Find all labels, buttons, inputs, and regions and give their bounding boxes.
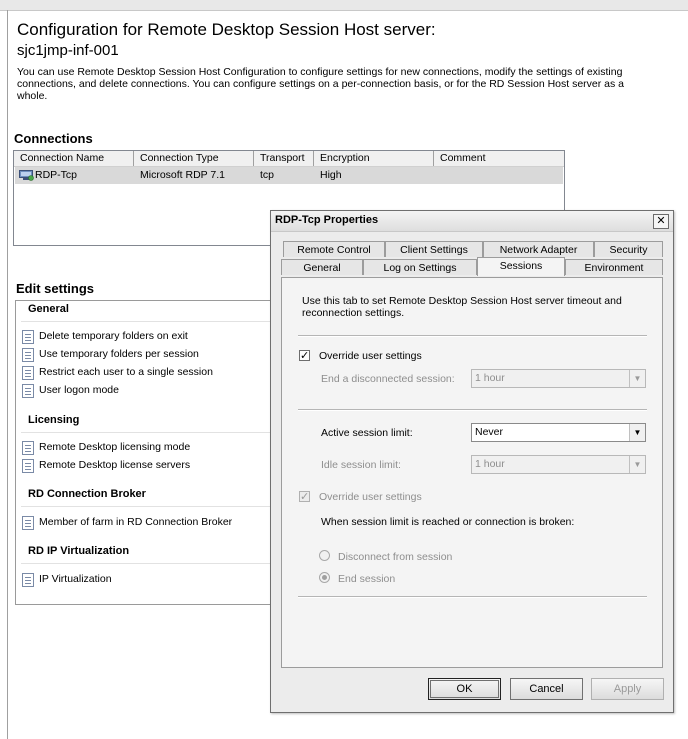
sessions-tab-panel — [281, 277, 663, 668]
setting-label: Use temporary folders per session — [39, 348, 199, 360]
setting-delete-temp-folders[interactable] — [22, 328, 188, 344]
column-header-connection-name[interactable]: Connection Name — [14, 151, 134, 166]
table-row[interactable] — [15, 167, 563, 184]
disconnect-from-session-label: Disconnect from session — [338, 551, 453, 563]
disconnect-from-session-radio[interactable] — [319, 550, 330, 561]
ok-button[interactable]: OK — [428, 678, 501, 700]
tab-security[interactable]: Security — [594, 241, 663, 257]
divider — [21, 321, 276, 322]
group-title-connection-broker: RD Connection Broker — [28, 488, 146, 500]
override-user-settings-checkbox[interactable]: ✓ — [300, 350, 310, 362]
tab-log-on-settings[interactable]: Log on Settings — [363, 259, 477, 275]
document-icon — [22, 384, 34, 398]
setting-label: Delete temporary folders on exit — [39, 330, 188, 342]
tab-general[interactable]: General — [281, 259, 363, 275]
active-limit-label: Active session limit: — [321, 427, 413, 439]
setting-user-logon-mode[interactable] — [22, 382, 119, 398]
idle-limit-select[interactable] — [471, 455, 646, 474]
setting-label: Remote Desktop licensing mode — [39, 441, 191, 453]
setting-farm-member[interactable] — [22, 514, 232, 530]
server-name: sjc1jmp-inf-001 — [17, 42, 119, 59]
row-connection-name: RDP-Tcp — [35, 169, 78, 181]
column-header-encryption[interactable]: Encryption — [314, 151, 434, 166]
page-title: Configuration for Remote Desktop Session Host server: — [17, 20, 436, 39]
setting-licensing-mode[interactable] — [22, 439, 190, 455]
chevron-down-icon: ▼ — [629, 424, 645, 441]
group-title-ip-virtualization: RD IP Virtualization — [28, 545, 130, 557]
tab-client-settings[interactable]: Client Settings — [385, 241, 483, 257]
tab-sessions[interactable]: Sessions — [477, 257, 565, 276]
active-limit-value: Never — [475, 426, 504, 438]
active-limit-select[interactable] — [471, 423, 646, 442]
connections-list-header — [14, 151, 564, 167]
when-limit-reached-label: When session limit is reached or connection is broken: — [321, 516, 575, 528]
column-header-comment[interactable]: Comment — [440, 152, 486, 164]
end-session-radio[interactable] — [319, 572, 330, 583]
end-session-label: End session — [338, 573, 396, 585]
override-limit-settings-label: Override user settings — [319, 491, 422, 503]
setting-ip-virtualization[interactable] — [22, 571, 112, 587]
document-icon — [22, 573, 34, 587]
setting-label: Remote Desktop license servers — [39, 459, 191, 471]
divider — [21, 563, 276, 564]
document-icon — [22, 459, 34, 473]
document-icon — [22, 366, 34, 380]
chevron-down-icon: ▼ — [629, 370, 645, 387]
override-limit-settings-checkbox[interactable]: ✓ — [300, 491, 310, 503]
column-header-transport[interactable]: Transport — [254, 151, 314, 166]
close-button[interactable]: ✕ — [653, 214, 669, 229]
idle-limit-value: 1 hour — [475, 458, 505, 470]
setting-license-servers[interactable] — [22, 457, 190, 473]
setting-temp-folders-per-session[interactable] — [22, 346, 199, 362]
idle-limit-label: Idle session limit: — [321, 459, 401, 471]
tab-remote-control[interactable]: Remote Control — [283, 241, 385, 257]
cancel-button[interactable]: Cancel — [510, 678, 583, 700]
document-icon — [22, 516, 34, 530]
page-description: You can use Remote Desktop Session Host Configuration to configure settings for new connections, modify the settings of existing connections, and delete connections. You can configure settings on a per-connection basis, or for the RD Session Host server as a whole. — [17, 66, 625, 102]
setting-label: IP Virtualization — [39, 573, 112, 585]
override-user-settings-label: Override user settings — [319, 350, 422, 362]
window-top-bar — [0, 0, 688, 11]
end-disconnected-label: End a disconnected session: — [321, 373, 455, 385]
tab-network-adapter[interactable]: Network Adapter — [483, 241, 594, 257]
document-icon — [22, 441, 34, 455]
separator — [298, 335, 647, 337]
setting-label: Restrict each user to a single session — [39, 366, 213, 378]
group-title-licensing: Licensing — [28, 414, 80, 426]
left-pane-border — [7, 10, 8, 739]
sessions-intro-text: Use this tab to set Remote Desktop Session Host server timeout and reconnection settings. — [302, 295, 622, 319]
rdp-connection-icon — [19, 170, 34, 181]
chevron-down-icon: ▼ — [629, 456, 645, 473]
column-header-connection-type[interactable]: Connection Type — [134, 151, 254, 166]
separator — [298, 596, 647, 598]
setting-label: Member of farm in RD Connection Broker — [39, 516, 233, 528]
setting-single-session[interactable] — [22, 364, 213, 380]
row-transport: tcp — [260, 169, 275, 181]
document-icon — [22, 348, 34, 362]
row-encryption: High — [320, 169, 342, 181]
setting-label: User logon mode — [39, 384, 119, 396]
edit-settings-heading: Edit settings — [16, 281, 95, 296]
rdp-properties-dialog — [270, 210, 674, 713]
document-icon — [22, 330, 34, 344]
edit-settings-panel — [15, 300, 279, 605]
row-connection-type: Microsoft RDP 7.1 — [140, 169, 225, 181]
dialog-title-bar[interactable] — [271, 211, 673, 232]
end-disconnected-select[interactable] — [471, 369, 646, 388]
divider — [21, 432, 276, 433]
tab-environment[interactable]: Environment — [565, 259, 663, 275]
group-title-general: General — [28, 303, 69, 315]
separator — [298, 409, 647, 411]
end-disconnected-value: 1 hour — [475, 372, 505, 384]
connections-heading: Connections — [14, 131, 93, 146]
divider — [21, 506, 276, 507]
dialog-title: RDP-Tcp Properties — [275, 214, 379, 226]
apply-button[interactable]: Apply — [591, 678, 664, 700]
